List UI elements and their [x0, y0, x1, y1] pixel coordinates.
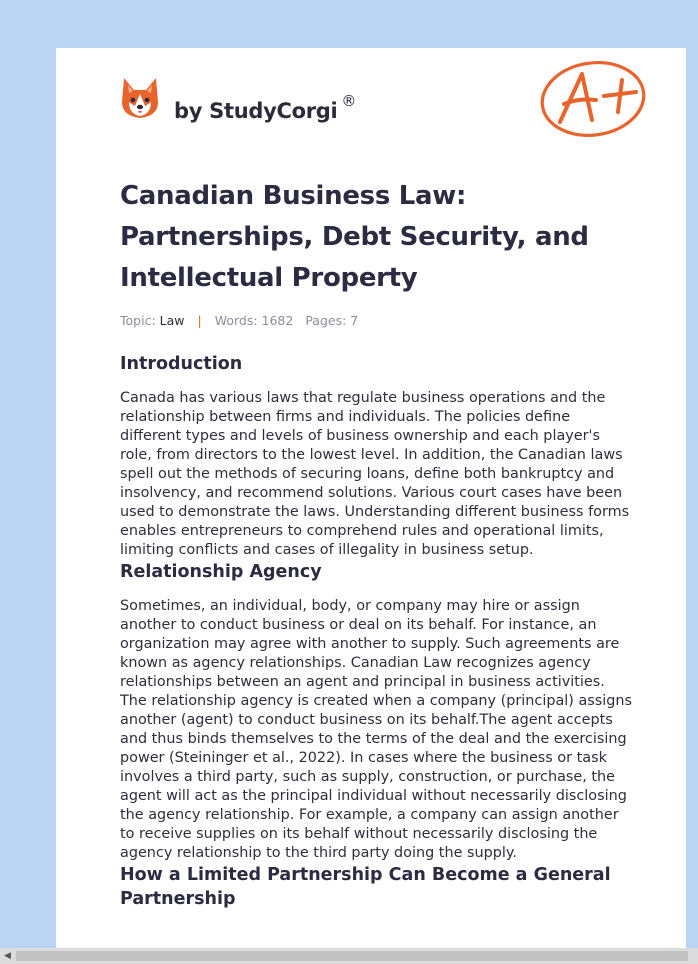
section-heading-introduction: Introduction	[120, 354, 243, 374]
word-count: Words: 1682	[214, 313, 294, 328]
document-page	[56, 48, 686, 964]
page-count: Pages: 7	[305, 313, 359, 328]
horizontal-scrollbar[interactable]	[0, 948, 698, 964]
scroll-left-icon[interactable]: ◀	[4, 951, 11, 961]
topic-label: Topic:	[120, 313, 156, 328]
page-title: Canadian Business Law: Partnerships, Debt Security, and Intellectual Property	[120, 181, 589, 293]
topic-link[interactable]: Law	[159, 313, 185, 328]
corgi-logo-icon[interactable]	[120, 76, 160, 120]
article	[120, 176, 635, 911]
brand-name[interactable]: by StudyCorgi ®	[174, 92, 357, 123]
section-text-introduction: Canada has various laws that regulate business operations and the relationship between firms and individuals. The policies define different types and levels of business ownership and each player's role, from directors to the lowest level. In addition, the Canadian laws spell out the methods of securing loans, define both bankruptcy and insolvency, and recommend solutions. Various court cases have been used to demonstrate the laws. Understanding different business forms enables entrepreneurs to comprehend rules and operational limits, limiting conflicts and cases of illegality in business setup.	[120, 390, 630, 558]
registered-mark: ®	[341, 92, 357, 110]
a-plus-grade-icon	[538, 58, 648, 138]
section-heading-limited-partnership: How a Limited Partnership Can Become a General Partnership	[120, 865, 611, 909]
section-heading-relationship-agency: Relationship Agency	[120, 562, 322, 582]
scrollbar-thumb[interactable]	[16, 951, 688, 961]
header	[120, 76, 360, 128]
section-text-relationship-agency: Sometimes, an individual, body, or company may hire or assign another to conduct business or deal on its behalf. For instance, an organization may agree with another to supply. Such agreements are known as agency relationships. Canadian Law recognizes agency relationships between an agent and principal in business activities. The relationship agency is created when a company (principal) assigns another (agent) to conduct business on its behalf.The agent accepts and thus binds themselves to the terms of the deal and the exercising power (Steininger et al., 2022). In cases where the business or task involves a third party, such as supply, construction, or purchase, the agent will act as the principal individual without necessarily disclosing the agency relationship. For example, a company can assign another to receive supplies on its behalf without necessarily disclosing the agency relationship to the third party doing the supply.	[120, 598, 633, 861]
article-meta	[120, 313, 635, 328]
meta-separator: |	[197, 313, 202, 328]
